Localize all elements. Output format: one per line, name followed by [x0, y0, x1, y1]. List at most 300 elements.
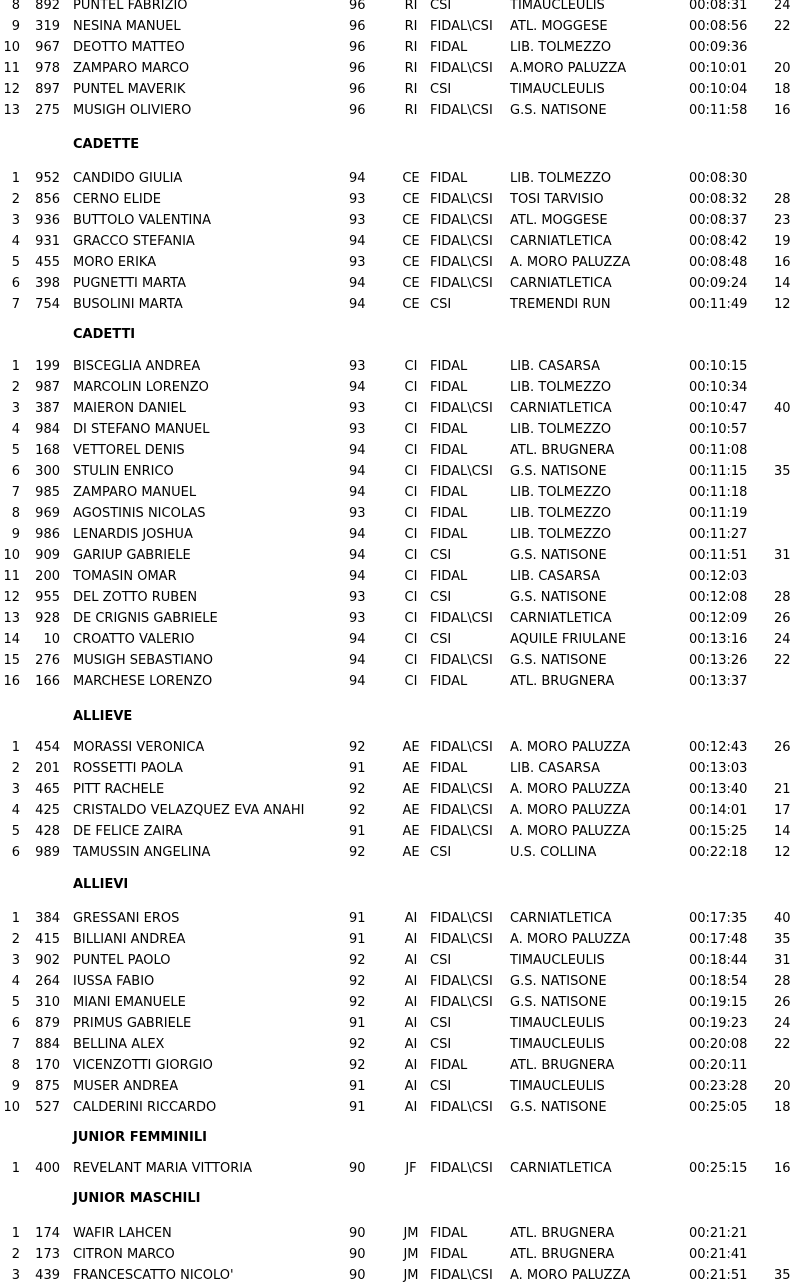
- cell-num: 276: [35, 653, 60, 668]
- cell-pts: 26: [774, 611, 791, 626]
- cell-pos: 13: [3, 103, 20, 118]
- cell-pos: 6: [11, 276, 20, 291]
- cell-year: 91: [349, 1079, 366, 1094]
- result-row: [0, 102, 800, 120]
- cell-pos: 15: [3, 653, 20, 668]
- cell-team: CARNIATLETICA: [510, 1161, 612, 1176]
- cell-team: ATL. MOGGESE: [510, 19, 608, 34]
- cell-pos: 6: [11, 1016, 20, 1031]
- cell-time: 00:13:40: [689, 782, 748, 797]
- cell-org: FIDAL\CSI: [430, 103, 493, 118]
- cell-cat: AI: [404, 1016, 418, 1031]
- cell-cat: AE: [402, 761, 420, 776]
- cell-pos: 12: [3, 590, 20, 605]
- cell-pts: 26: [774, 995, 791, 1010]
- cell-time: 00:11:49: [689, 297, 748, 312]
- section-heading: [0, 876, 800, 894]
- result-row: [0, 844, 800, 862]
- cell-org: FIDAL\CSI: [430, 824, 493, 839]
- cell-org: FIDAL\CSI: [430, 1268, 493, 1283]
- cell-team: TREMENDI RUN: [510, 297, 611, 312]
- cell-time: 00:18:54: [689, 974, 748, 989]
- cell-pos: 14: [3, 632, 20, 647]
- result-row: [0, 0, 800, 15]
- result-row: [0, 802, 800, 820]
- result-row: [0, 442, 800, 460]
- cell-org: FIDAL\CSI: [430, 803, 493, 818]
- cell-time: 00:11:19: [689, 506, 748, 521]
- cell-pos: 1: [11, 1226, 20, 1241]
- cell-year: 90: [349, 1268, 366, 1283]
- result-row: [0, 463, 800, 481]
- cell-name: BELLINA ALEX: [73, 1037, 165, 1052]
- section-heading: [0, 326, 800, 344]
- cell-team: A. MORO PALUZZA: [510, 255, 631, 270]
- cell-pos: 10: [3, 1100, 20, 1115]
- cell-pos: 3: [11, 782, 20, 797]
- cell-pos: 4: [11, 234, 20, 249]
- cell-team: LIB. TOLMEZZO: [510, 506, 612, 521]
- cell-org: FIDAL: [430, 506, 468, 521]
- cell-pos: 5: [11, 995, 20, 1010]
- cell-cat: JF: [405, 1161, 417, 1176]
- cell-num: 384: [35, 911, 60, 926]
- cell-org: FIDAL\CSI: [430, 19, 493, 34]
- cell-team: TIMAUCLEULIS: [510, 1037, 605, 1052]
- cell-name: PUNTEL PAOLO: [73, 953, 171, 968]
- cell-cat: JM: [403, 1268, 419, 1283]
- cell-year: 96: [349, 103, 366, 118]
- cell-num: 173: [35, 1247, 60, 1262]
- section-title: JUNIOR FEMMINILI: [73, 1130, 208, 1145]
- cell-num: 454: [35, 740, 60, 755]
- cell-org: FIDAL\CSI: [430, 653, 493, 668]
- cell-team: TIMAUCLEULIS: [510, 82, 605, 97]
- cell-name: MUSIGH SEBASTIANO: [73, 653, 213, 668]
- cell-cat: AE: [402, 845, 420, 860]
- cell-org: FIDAL: [430, 569, 468, 584]
- cell-org: FIDAL\CSI: [430, 782, 493, 797]
- cell-pts: 40: [774, 401, 791, 416]
- cell-num: 897: [35, 82, 60, 97]
- result-row: [0, 1036, 800, 1054]
- cell-time: 00:10:57: [689, 422, 748, 437]
- cell-time: 00:13:03: [689, 761, 748, 776]
- cell-num: 875: [35, 1079, 60, 1094]
- result-row: [0, 610, 800, 628]
- result-row: [0, 1015, 800, 1033]
- cell-cat: RI: [404, 0, 418, 13]
- cell-pts: 24: [774, 0, 791, 13]
- cell-cat: CI: [404, 485, 418, 500]
- result-row: [0, 296, 800, 314]
- cell-name: ZAMPARO MARCO: [73, 61, 190, 76]
- cell-year: 92: [349, 995, 366, 1010]
- cell-team: ATL. BRUGNERA: [510, 443, 615, 458]
- cell-team: ATL. BRUGNERA: [510, 1058, 615, 1073]
- cell-time: 00:12:43: [689, 740, 748, 755]
- cell-org: FIDAL: [430, 380, 468, 395]
- cell-pos: 2: [11, 932, 20, 947]
- cell-pos: 3: [11, 1268, 20, 1283]
- cell-pts: 26: [774, 740, 791, 755]
- cell-num: 952: [35, 171, 60, 186]
- cell-cat: AE: [402, 803, 420, 818]
- cell-time: 00:18:44: [689, 953, 748, 968]
- cell-cat: CE: [402, 171, 420, 186]
- cell-team: G.S. NATISONE: [510, 548, 607, 563]
- cell-pos: 16: [3, 674, 20, 689]
- cell-year: 93: [349, 192, 366, 207]
- cell-name: BISCEGLIA ANDREA: [73, 359, 201, 374]
- cell-year: 94: [349, 171, 366, 186]
- result-row: [0, 421, 800, 439]
- cell-name: FRANCESCATTO NICOLO': [73, 1268, 234, 1283]
- cell-pos: 8: [11, 1058, 20, 1073]
- cell-pos: 11: [3, 61, 20, 76]
- cell-num: 986: [35, 527, 60, 542]
- cell-cat: CI: [404, 401, 418, 416]
- cell-num: 879: [35, 1016, 60, 1031]
- cell-time: 00:09:36: [689, 40, 748, 55]
- cell-time: 00:10:15: [689, 359, 748, 374]
- cell-num: 166: [35, 674, 60, 689]
- cell-pts: 22: [774, 1037, 791, 1052]
- cell-team: CARNIATLETICA: [510, 276, 612, 291]
- cell-year: 94: [349, 234, 366, 249]
- cell-pos: 6: [11, 845, 20, 860]
- cell-org: FIDAL\CSI: [430, 974, 493, 989]
- cell-name: CERNO ELIDE: [73, 192, 161, 207]
- cell-pts: 18: [774, 1100, 791, 1115]
- section-title: CADETTE: [73, 137, 140, 152]
- cell-org: FIDAL: [430, 527, 468, 542]
- cell-team: TOSI TARVISIO: [510, 192, 604, 207]
- result-row: [0, 505, 800, 523]
- cell-pts: 31: [774, 548, 791, 563]
- cell-cat: CI: [404, 422, 418, 437]
- cell-year: 94: [349, 297, 366, 312]
- result-row: [0, 526, 800, 544]
- cell-num: 987: [35, 380, 60, 395]
- cell-time: 00:08:32: [689, 192, 748, 207]
- cell-cat: CE: [402, 297, 420, 312]
- cell-year: 93: [349, 611, 366, 626]
- cell-num: 931: [35, 234, 60, 249]
- cell-num: 199: [35, 359, 60, 374]
- section-title: JUNIOR MASCHILI: [73, 1191, 201, 1206]
- cell-team: A. MORO PALUZZA: [510, 824, 631, 839]
- cell-cat: CI: [404, 548, 418, 563]
- cell-year: 90: [349, 1161, 366, 1176]
- cell-name: STULIN ENRICO: [73, 464, 174, 479]
- cell-num: 936: [35, 213, 60, 228]
- cell-year: 94: [349, 527, 366, 542]
- cell-cat: AI: [404, 932, 418, 947]
- cell-num: 275: [35, 103, 60, 118]
- cell-name: CITRON MARCO: [73, 1247, 175, 1262]
- cell-org: CSI: [430, 548, 452, 563]
- cell-pts: 20: [774, 1079, 791, 1094]
- cell-org: CSI: [430, 590, 452, 605]
- cell-pos: 12: [3, 82, 20, 97]
- cell-time: 00:12:03: [689, 569, 748, 584]
- cell-pos: 8: [11, 0, 20, 13]
- cell-team: ATL. BRUGNERA: [510, 674, 615, 689]
- cell-num: 967: [35, 40, 60, 55]
- cell-name: ROSSETTI PAOLA: [73, 761, 183, 776]
- result-row: [0, 400, 800, 418]
- cell-pts: 35: [774, 1268, 791, 1283]
- cell-pts: 24: [774, 1016, 791, 1031]
- cell-pos: 1: [11, 359, 20, 374]
- result-row: [0, 652, 800, 670]
- cell-num: 319: [35, 19, 60, 34]
- cell-year: 94: [349, 674, 366, 689]
- cell-name: ZAMPARO MANUEL: [73, 485, 197, 500]
- cell-cat: RI: [404, 40, 418, 55]
- cell-time: 00:10:04: [689, 82, 748, 97]
- cell-pos: 3: [11, 401, 20, 416]
- cell-team: AQUILE FRIULANE: [510, 632, 627, 647]
- cell-pts: 23: [774, 213, 791, 228]
- result-row: [0, 931, 800, 949]
- cell-name: PUNTEL MAVERIK: [73, 82, 186, 97]
- cell-team: CARNIATLETICA: [510, 234, 612, 249]
- cell-num: 174: [35, 1226, 60, 1241]
- cell-org: CSI: [430, 1037, 452, 1052]
- cell-pos: 4: [11, 803, 20, 818]
- cell-org: FIDAL\CSI: [430, 1100, 493, 1115]
- cell-org: FIDAL\CSI: [430, 911, 493, 926]
- cell-team: G.S. NATISONE: [510, 974, 607, 989]
- cell-org: CSI: [430, 1079, 452, 1094]
- cell-cat: JM: [403, 1226, 419, 1241]
- cell-team: TIMAUCLEULIS: [510, 1079, 605, 1094]
- cell-org: CSI: [430, 953, 452, 968]
- cell-num: 400: [35, 1161, 60, 1176]
- cell-num: 465: [35, 782, 60, 797]
- cell-name: MUSER ANDREA: [73, 1079, 179, 1094]
- cell-time: 00:17:35: [689, 911, 748, 926]
- cell-time: 00:13:37: [689, 674, 748, 689]
- cell-num: 300: [35, 464, 60, 479]
- cell-cat: AI: [404, 1058, 418, 1073]
- cell-time: 00:13:16: [689, 632, 748, 647]
- cell-cat: CI: [404, 506, 418, 521]
- cell-pos: 6: [11, 464, 20, 479]
- cell-team: LIB. CASARSA: [510, 569, 601, 584]
- cell-num: 168: [35, 443, 60, 458]
- cell-team: LIB. TOLMEZZO: [510, 527, 612, 542]
- cell-org: FIDAL\CSI: [430, 213, 493, 228]
- cell-team: A. MORO PALUZZA: [510, 1268, 631, 1283]
- cell-pos: 9: [11, 1079, 20, 1094]
- cell-num: 527: [35, 1100, 60, 1115]
- cell-time: 00:21:51: [689, 1268, 748, 1283]
- cell-time: 00:25:05: [689, 1100, 748, 1115]
- result-row: [0, 358, 800, 376]
- result-row: [0, 60, 800, 78]
- cell-name: PITT RACHELE: [73, 782, 165, 797]
- cell-year: 94: [349, 653, 366, 668]
- cell-time: 00:11:27: [689, 527, 748, 542]
- cell-year: 92: [349, 974, 366, 989]
- cell-org: FIDAL: [430, 171, 468, 186]
- cell-name: AGOSTINIS NICOLAS: [73, 506, 206, 521]
- cell-name: DE CRIGNIS GABRIELE: [73, 611, 218, 626]
- result-row: [0, 589, 800, 607]
- cell-cat: CI: [404, 674, 418, 689]
- cell-org: FIDAL\CSI: [430, 61, 493, 76]
- cell-pos: 1: [11, 911, 20, 926]
- cell-name: GARIUP GABRIELE: [73, 548, 191, 563]
- result-row: [0, 1267, 800, 1285]
- cell-pos: 3: [11, 953, 20, 968]
- cell-year: 91: [349, 761, 366, 776]
- cell-pos: 9: [11, 527, 20, 542]
- cell-num: 969: [35, 506, 60, 521]
- cell-name: MIANI EMANUELE: [73, 995, 186, 1010]
- cell-cat: CI: [404, 464, 418, 479]
- cell-year: 94: [349, 632, 366, 647]
- cell-num: 455: [35, 255, 60, 270]
- cell-num: 200: [35, 569, 60, 584]
- cell-time: 00:11:18: [689, 485, 748, 500]
- cell-team: A. MORO PALUZZA: [510, 932, 631, 947]
- cell-num: 310: [35, 995, 60, 1010]
- cell-pos: 1: [11, 171, 20, 186]
- section-title: ALLIEVI: [73, 877, 129, 892]
- cell-pos: 5: [11, 824, 20, 839]
- cell-pts: 40: [774, 911, 791, 926]
- cell-name: MARCOLIN LORENZO: [73, 380, 209, 395]
- cell-org: FIDAL: [430, 674, 468, 689]
- cell-time: 00:08:56: [689, 19, 748, 34]
- cell-org: FIDAL\CSI: [430, 255, 493, 270]
- cell-time: 00:20:11: [689, 1058, 748, 1073]
- cell-year: 96: [349, 40, 366, 55]
- cell-year: 92: [349, 782, 366, 797]
- cell-num: 415: [35, 932, 60, 947]
- cell-num: 754: [35, 297, 60, 312]
- cell-pts: 22: [774, 19, 791, 34]
- cell-name: DE FELICE ZAIRA: [73, 824, 183, 839]
- cell-pos: 4: [11, 422, 20, 437]
- cell-pts: 12: [774, 297, 791, 312]
- cell-name: NESINA MANUEL: [73, 19, 181, 34]
- cell-num: 892: [35, 0, 60, 13]
- result-row: [0, 1246, 800, 1264]
- section-heading: [0, 1129, 800, 1147]
- cell-name: GRACCO STEFANIA: [73, 234, 195, 249]
- cell-year: 96: [349, 0, 366, 13]
- cell-year: 93: [349, 590, 366, 605]
- result-row: [0, 170, 800, 188]
- cell-org: FIDAL: [430, 1058, 468, 1073]
- cell-pts: 22: [774, 653, 791, 668]
- cell-pts: 18: [774, 82, 791, 97]
- cell-year: 92: [349, 1058, 366, 1073]
- cell-time: 00:23:28: [689, 1079, 748, 1094]
- cell-time: 00:11:15: [689, 464, 748, 479]
- cell-cat: CE: [402, 192, 420, 207]
- cell-name: CALDERINI RICCARDO: [73, 1100, 217, 1115]
- cell-team: G.S. NATISONE: [510, 103, 607, 118]
- cell-team: LIB. TOLMEZZO: [510, 485, 612, 500]
- cell-time: 00:19:15: [689, 995, 748, 1010]
- cell-year: 91: [349, 932, 366, 947]
- result-row: [0, 484, 800, 502]
- cell-time: 00:11:08: [689, 443, 748, 458]
- cell-year: 91: [349, 824, 366, 839]
- cell-name: DEOTTO MATTEO: [73, 40, 185, 55]
- cell-org: FIDAL\CSI: [430, 401, 493, 416]
- section-heading: [0, 708, 800, 726]
- cell-name: GRESSANI EROS: [73, 911, 180, 926]
- cell-pos: 8: [11, 506, 20, 521]
- cell-num: 978: [35, 61, 60, 76]
- cell-time: 00:10:01: [689, 61, 748, 76]
- cell-org: FIDAL: [430, 1226, 468, 1241]
- cell-year: 94: [349, 276, 366, 291]
- cell-num: 884: [35, 1037, 60, 1052]
- cell-pts: 16: [774, 103, 791, 118]
- cell-org: CSI: [430, 632, 452, 647]
- cell-time: 00:15:25: [689, 824, 748, 839]
- cell-cat: AI: [404, 995, 418, 1010]
- cell-cat: CI: [404, 443, 418, 458]
- result-row: [0, 781, 800, 799]
- cell-org: FIDAL\CSI: [430, 464, 493, 479]
- cell-pos: 10: [3, 548, 20, 563]
- cell-year: 91: [349, 1016, 366, 1031]
- cell-org: FIDAL\CSI: [430, 276, 493, 291]
- cell-team: A. MORO PALUZZA: [510, 782, 631, 797]
- cell-cat: CE: [402, 213, 420, 228]
- cell-cat: AI: [404, 1037, 418, 1052]
- cell-name: VETTOREL DENIS: [73, 443, 185, 458]
- cell-name: PUGNETTI MARTA: [73, 276, 187, 291]
- cell-pts: 35: [774, 932, 791, 947]
- result-row: [0, 233, 800, 251]
- cell-cat: AE: [402, 782, 420, 797]
- cell-pts: 31: [774, 953, 791, 968]
- cell-time: 00:09:24: [689, 276, 748, 291]
- cell-cat: CE: [402, 234, 420, 249]
- cell-name: DEL ZOTTO RUBEN: [73, 590, 198, 605]
- cell-pts: 17: [774, 803, 791, 818]
- cell-year: 90: [349, 1226, 366, 1241]
- cell-cat: AI: [404, 974, 418, 989]
- result-row: [0, 1078, 800, 1096]
- cell-cat: RI: [404, 82, 418, 97]
- cell-pts: 16: [774, 255, 791, 270]
- result-row: [0, 994, 800, 1012]
- cell-name: TAMUSSIN ANGELINA: [73, 845, 211, 860]
- cell-year: 96: [349, 61, 366, 76]
- cell-time: 00:20:08: [689, 1037, 748, 1052]
- section-title: CADETTI: [73, 327, 136, 342]
- cell-pos: 10: [3, 40, 20, 55]
- cell-num: 928: [35, 611, 60, 626]
- cell-name: MORO ERIKA: [73, 255, 157, 270]
- cell-org: FIDAL: [430, 422, 468, 437]
- cell-team: TIMAUCLEULIS: [510, 0, 605, 13]
- cell-name: BILLIANI ANDREA: [73, 932, 186, 947]
- cell-year: 94: [349, 443, 366, 458]
- cell-team: A. MORO PALUZZA: [510, 803, 631, 818]
